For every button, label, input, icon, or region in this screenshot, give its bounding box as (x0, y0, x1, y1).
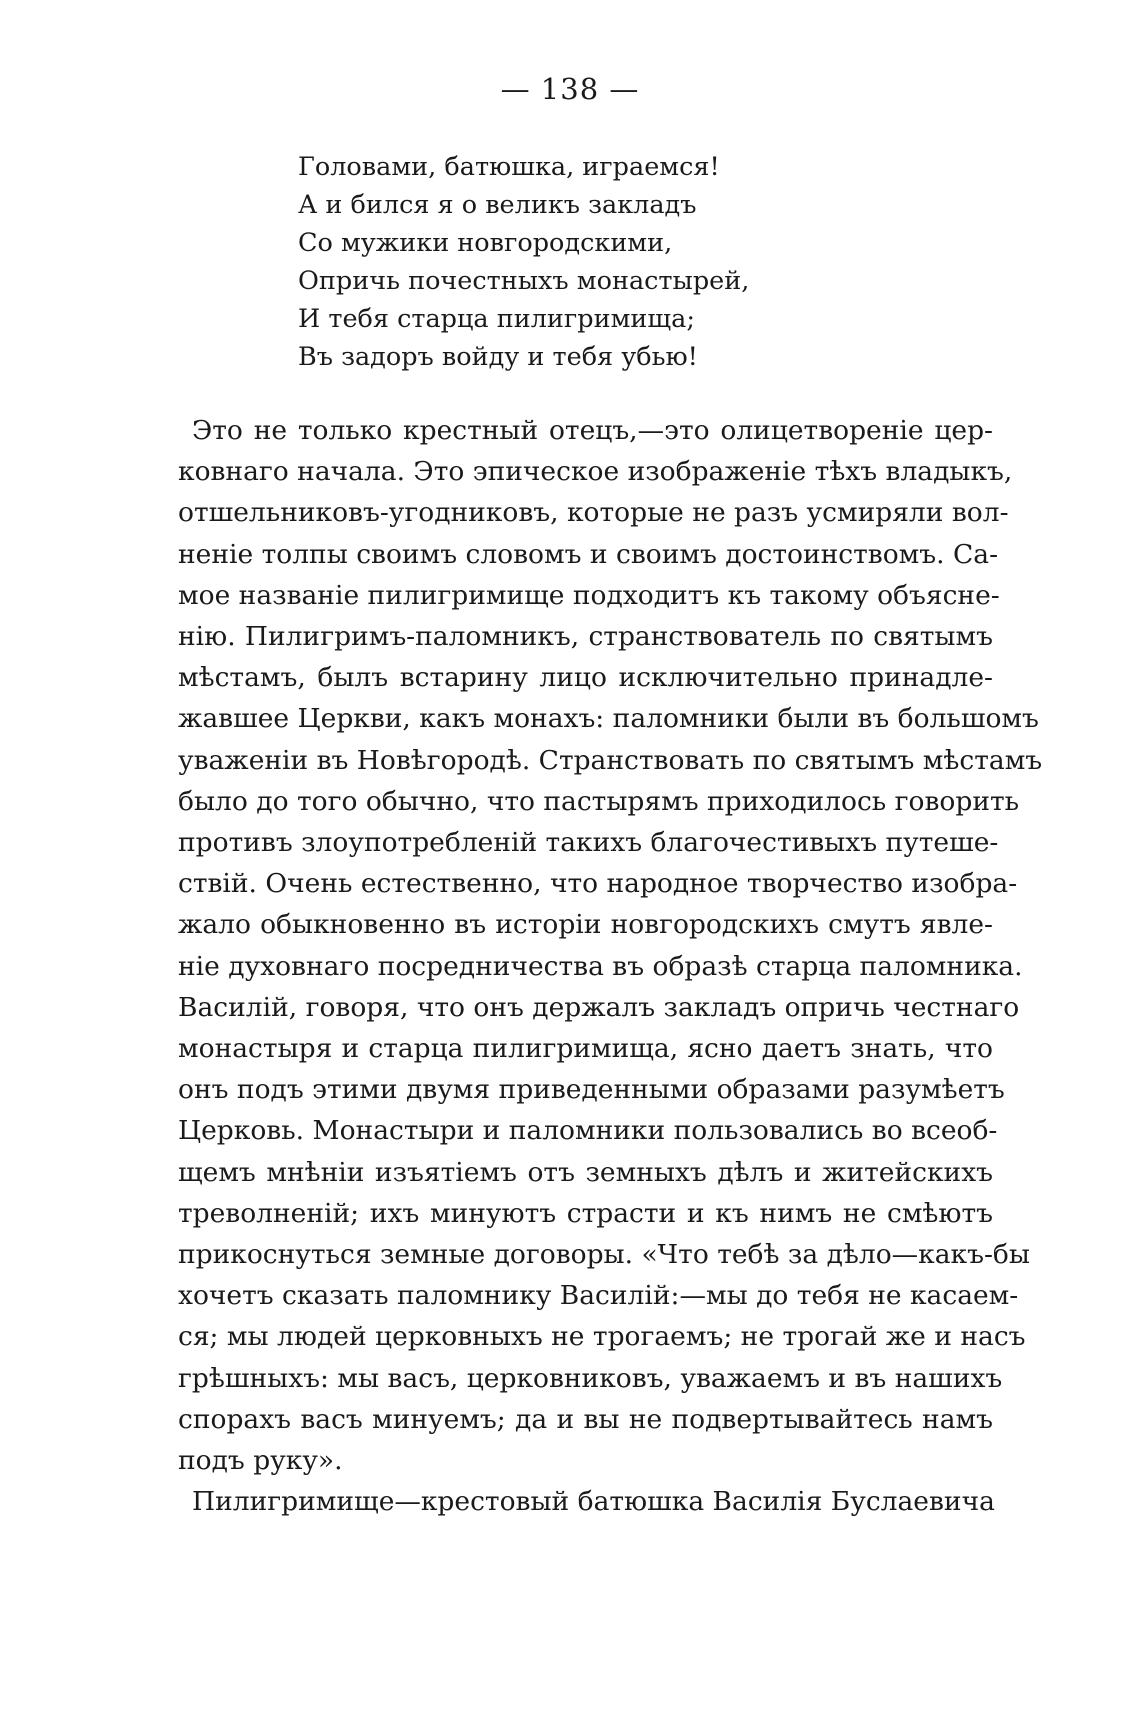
text-line-next-paragraph: Пилигримище—крестовый батюшка Василія Буслаевича (192, 1486, 995, 1518)
text-line: отшельниковъ-угодниковъ, которые не разъ усмиряли вол- (178, 497, 1009, 529)
text-line: мѣстамъ, былъ встарину лицо исключительно принадле- (178, 662, 993, 694)
text-line: Василій, говоря, что онъ держалъ закладъ опричь честнаго (178, 991, 1020, 1023)
text-line: неніе толпы своимъ словомъ и своимъ достоинствомъ. Са- (178, 538, 999, 570)
verse-line: Головами, батюшка, играемся! (298, 152, 720, 182)
verse-block (298, 148, 858, 376)
text-line: Церковь. Монастыри и паломники пользовались во всеоб- (178, 1115, 998, 1147)
text-line: ся; мы людей церковныхъ не трогаемъ; не трогай же и насъ (178, 1321, 1026, 1353)
verse-line: А и бился я о великъ закладъ (298, 190, 697, 220)
verse-line: Въ задоръ войду и тебя убью! (298, 342, 698, 372)
verse-line: Опричь почестныхъ монастырей, (298, 266, 750, 296)
text-line: хочетъ сказать паломнику Василій:—мы до тебя не касаем- (178, 1280, 1019, 1312)
text-line: щемъ мнѣніи изъятіемъ отъ земныхъ дѣлъ и житейскихъ (178, 1156, 993, 1188)
text-line: онъ подъ этими двумя приведенными образами разумѣетъ (178, 1074, 1005, 1106)
text-line: ковнаго начала. Это эпическое изображеніе тѣхъ владыкъ, (178, 456, 1013, 488)
text-line: грѣшныхъ: мы васъ, церковниковъ, уважаемъ и въ нашихъ (178, 1362, 1003, 1394)
text-line: жавшее Церкви, какъ монахъ: паломники были въ большомъ (178, 703, 1039, 735)
text-line: мое названіе пилигримище подходитъ къ такому объясне- (178, 579, 1000, 611)
page-number: — 138 — (500, 72, 640, 106)
text-line: подъ руку». (178, 1445, 343, 1477)
text-line: треволненій; ихъ минуютъ страсти и къ нимъ не смѣютъ (178, 1197, 993, 1229)
text-line: ствій. Очень естественно, что народное творчество изобра- (178, 868, 1018, 900)
text-line: нію. Пилигримъ-паломникъ, странствователь по святымъ (178, 621, 993, 653)
verse-line: И тебя старца пилигримища; (298, 304, 695, 334)
text-line: уваженіи въ Новѣгородѣ. Странствовать по святымъ мѣстамъ (178, 744, 1043, 776)
verse-line: Со мужики новгородскими, (298, 228, 673, 258)
text-line: ніе духовнаго посредничества въ образѣ старца паломника. (178, 950, 1023, 982)
text-line: жало обыкновенно въ исторіи новгородскихъ смутъ явле- (178, 909, 993, 941)
text-line: монастыря и старца пилигримища, ясно даетъ знать, что (178, 1033, 993, 1065)
text-line: противъ злоупотребленій такихъ благочестивыхъ путеше- (178, 827, 999, 859)
text-line: спорахъ васъ минуемъ; да и вы не подвертывайтесь намъ (178, 1403, 993, 1435)
text-line: прикоснуться земные договоры. «Что тебѣ за дѣло—какъ-бы (178, 1239, 1030, 1271)
text-line: было до того обычно, что пастырямъ приходилось говорить (178, 785, 1020, 817)
main-paragraph (178, 410, 1043, 1522)
text-line: Это не только крестный отецъ,—это олицетвореніе цер- (192, 415, 993, 446)
